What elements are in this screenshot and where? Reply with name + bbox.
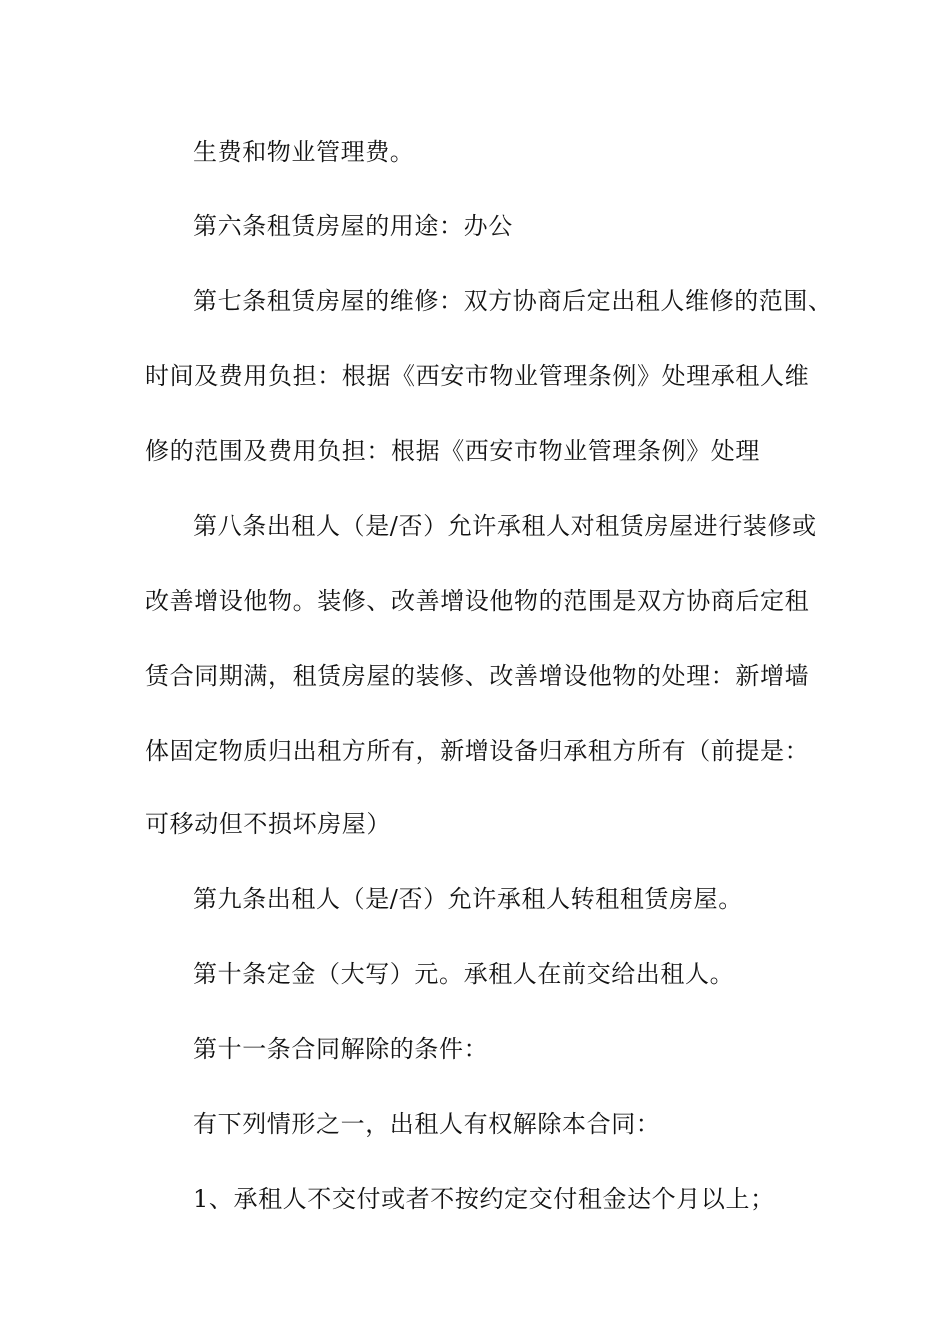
- text-line-continuation-fees: 生费和物业管理费。: [193, 138, 415, 166]
- text-line-article-8-cont-4: 可移动但不损坏房屋）: [145, 810, 391, 838]
- text-line-article-8-cont-1: 改善增设他物。装修、改善增设他物的范围是双方协商后定租: [145, 587, 810, 615]
- text-line-article-11-intro: 有下列情形之一，出租人有权解除本合同：: [193, 1110, 661, 1138]
- text-line-article-11-item-1: 1、承租人不交付或者不按约定交付租金达个月以上；: [193, 1185, 775, 1213]
- text-line-article-9: 第九条出租人（是/否）允许承租人转租租赁房屋。: [193, 885, 743, 913]
- text-line-article-6: 第六条租赁房屋的用途：办公: [193, 212, 513, 240]
- text-line-article-8-cont-3: 体固定物质归出租方所有，新增设备归承租方所有（前提是：: [145, 737, 810, 765]
- text-line-article-8: 第八条出租人（是/否）允许承租人对租赁房屋进行装修或: [193, 512, 817, 540]
- text-line-article-11: 第十一条合同解除的条件：: [193, 1035, 489, 1063]
- text-line-article-8-cont-2: 赁合同期满，租赁房屋的装修、改善增设他物的处理：新增墙: [145, 662, 810, 690]
- text-line-article-7-cont-1: 时间及费用负担：根据《西安市物业管理条例》处理承租人维: [145, 362, 810, 390]
- text-line-article-7: 第七条租赁房屋的维修：双方协商后定出租人维修的范围、: [193, 287, 833, 315]
- text-line-article-7-cont-2: 修的范围及费用负担：根据《西安市物业管理条例》处理: [145, 437, 760, 465]
- text-line-article-10: 第十条定金（大写）元。承租人在前交给出租人。: [193, 960, 735, 988]
